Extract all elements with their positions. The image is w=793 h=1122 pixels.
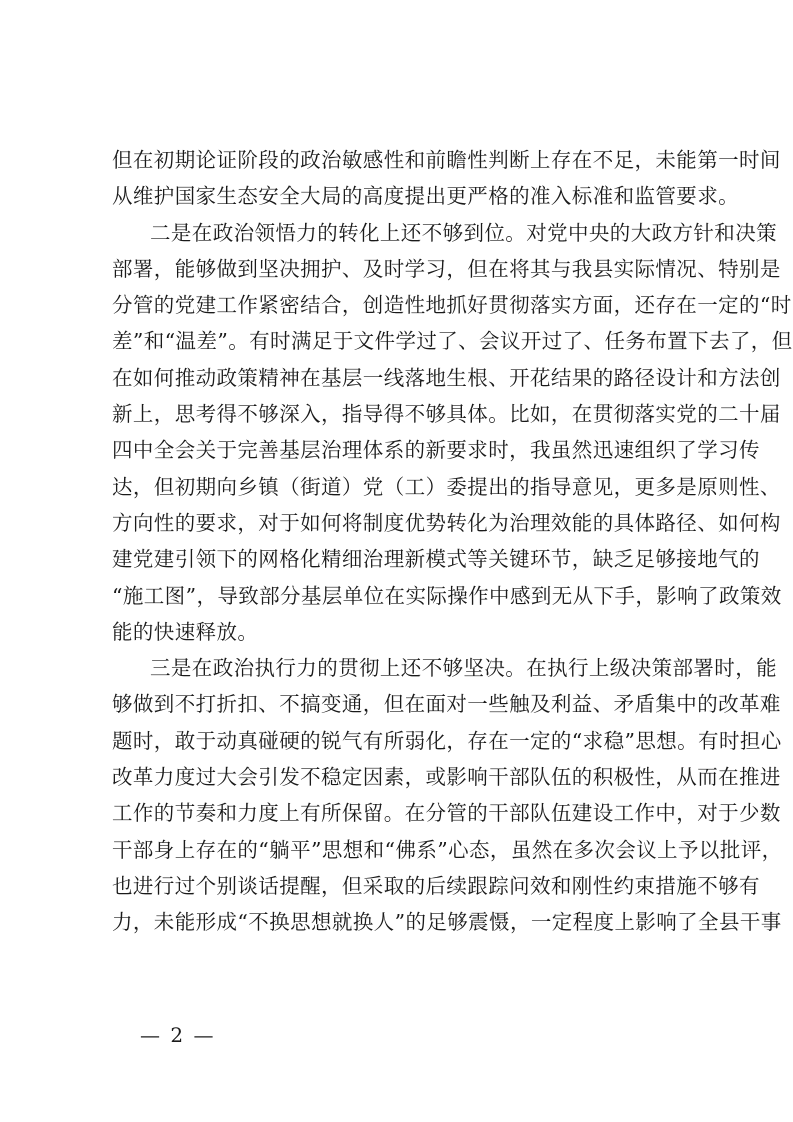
- text-line: 改革力度过大会引发不稳定因素，或影响干部队伍的积极性，从而在推进: [112, 765, 781, 790]
- text-line: 够做到不打折扣、不搞变通，但在面对一些触及利益、矛盾集中的改革难: [112, 692, 781, 717]
- text-line: 达，但初期向乡镇（街道）党（工）委提出的指导意见，更多是原则性、: [112, 474, 781, 499]
- page-number: — 2 —: [140, 1023, 216, 1047]
- text-line: 差”和“温差”。有时满足于文件学过了、会议开过了、任务布置下去了，但: [112, 329, 793, 354]
- text-line: 分管的党建工作紧密结合，创造性地抓好贯彻落实方面，还存在一定的“时: [112, 293, 792, 318]
- text-line: 能的快速释放。: [112, 619, 259, 644]
- text-line: “施工图”，导致部分基层单位在实际操作中感到无从下手，影响了政策效: [112, 583, 782, 608]
- text-line: 也进行过个别谈话提醒，但采取的后续跟踪问效和刚性约束措施不够有: [112, 873, 760, 898]
- text-line: 题时，敢于动真碰硬的锐气有所弱化，存在一定的“求稳”思想。有时担心: [112, 728, 782, 753]
- text-line: 四中全会关于完善基层治理体系的新要求时，我虽然迅速组织了学习传: [112, 438, 760, 463]
- text-line: 工作的节奏和力度上有所保留。在分管的干部队伍建设工作中，对于少数: [112, 801, 781, 826]
- text-line: 方向性的要求，对于如何将制度优势转化为治理效能的具体路径、如何构: [112, 510, 781, 535]
- text-line: 但在初期论证阶段的政治敏感性和前瞻性判断上存在不足，未能第一时间: [112, 148, 781, 172]
- text-line: 三是在政治执行力的贯彻上还不够坚决。在执行上级决策部署时，能: [150, 656, 777, 681]
- text-line: 二是在政治领悟力的转化上还不够到位。对党中央的大政方针和决策: [150, 220, 777, 245]
- text-line: 力，未能形成“不换思想就换人”的足够震慑，一定程度上影响了全县干事: [112, 910, 782, 935]
- text-line: 在如何推动政策精神在基层一线落地生根、开花结果的路径设计和方法创: [112, 365, 781, 390]
- text-line: 建党建引领下的网格化精细治理新模式等关键环节，缺乏足够接地气的: [112, 547, 760, 572]
- text-line: 干部身上存在的“躺平”思想和“佛系”心态，虽然在多次会议上予以批评，: [112, 837, 783, 862]
- document-body: [112, 142, 793, 941]
- text-line: 从维护国家生态安全大局的高度提出更严格的准入标准和监管要求。: [112, 184, 739, 209]
- text-line: 部署，能够做到坚决拥护、及时学习，但在将其与我县实际情况、特别是: [112, 256, 781, 281]
- text-line: 新上，思考得不够深入，指导得不够具体。比如，在贯彻落实党的二十届: [112, 402, 781, 427]
